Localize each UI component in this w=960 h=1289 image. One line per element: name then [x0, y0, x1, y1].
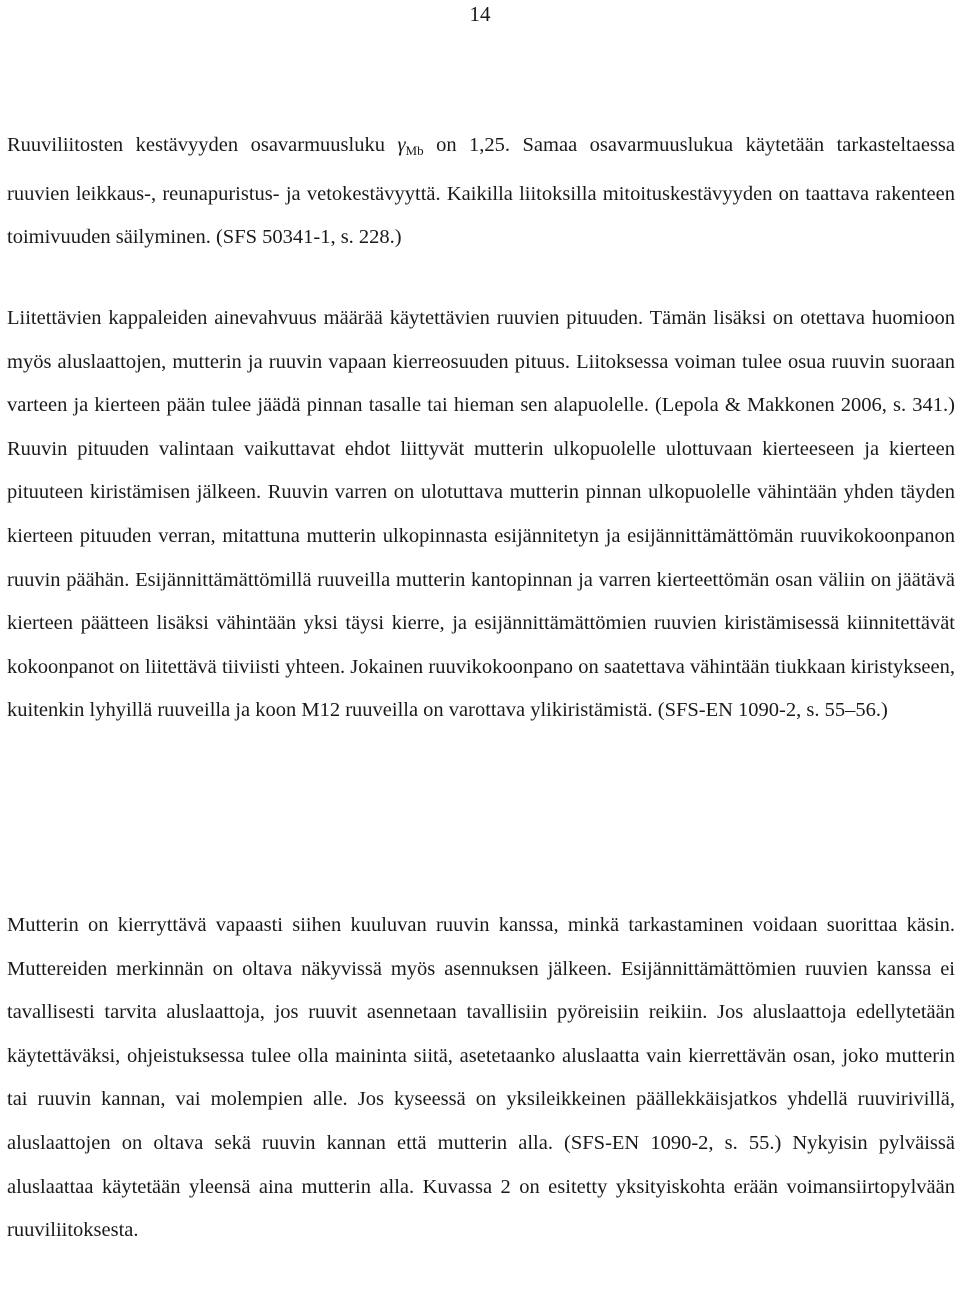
paragraph-text-end: on 1,25. Samaa osavarmuuslukua käytetään tarkasteltaessa ruuvien leikkaus-, reunapuristus- ja vetokestävyyttä. Kaikilla liitoksilla mitoituskestävyyden on taattava rakenteen toimivuuden säilyminen. (SFS 50341-1, s. 228.)	[7, 134, 955, 249]
paragraph-text-start: Ruuviliitosten kestävyyden osavarmuusluku	[7, 134, 398, 156]
page-number: 14	[469, 2, 491, 26]
gamma-subscript: Mb	[405, 143, 424, 158]
paragraph-safety-factor	[7, 124, 955, 260]
paragraph-nut-washers: Mutterin on kierryttävä vapaasti siihen kuuluvan ruuvin kanssa, minkä tarkastaminen voidaan suorittaa käsin. Muttereiden merkinnän on oltava näkyvissä myös asennuksen jälkeen. Esijännittämättömien ruuvien kanssa ei tavallisesti tarvita aluslaattoja, jos ruuvit asennetaan tavallisiin pyöreisiin reikiin. Jos aluslaattoja edellytetään käytettäväksi, ohjeistuksessa tulee olla maininta siitä, asetetaanko aluslaatta vain kierrettävän osan, joko mutterin tai ruuvin kannan, vai molempien alle. Jos kyseessä on yksileikkeinen päällekkäisjatkos yhdellä ruuvirivillä, aluslaattojen on oltava sekä ruuvin kannan että mutterin alla. (SFS-EN 1090-2, s. 55.) Nykyisin pylväissä aluslaattaa käytetään yleensä aina mutterin alla. Kuvassa 2 on esitetty yksityiskohta erään voimansiirtopylvään ruuviliitoksesta.	[7, 914, 955, 1242]
gamma-symbol: γ	[397, 134, 406, 156]
paragraph-bolt-length: Liitettävien kappaleiden ainevahvuus määrää käytettävien ruuvien pituuden. Tämän lisäksi on otettava huomioon myös aluslaattojen, mutterin ja ruuvin vapaan kierreosuuden pituus. Liitoksessa voiman tulee osua ruuvin suoraan varteen ja kierteen pään tulee jäädä pinnan tasalle tai hieman sen alapuolelle. (Lepola & Makkonen 2006, s. 341.) Ruuvin pituuden valintaan vaikuttavat ehdot liittyvät mutterin ulkopuolelle ulottuvaan kierteeseen ja kierteen pituuteen kiristämisen jälkeen. Ruuvin varren on ulotuttava mutterin pinnan ulkopuolelle vähintään yhden täyden kierteen pituuden verran, mitattuna mutterin ulkopinnasta esijännitetyn ja esijännittämättömän ruuvikokoonpanon ruuvin päähän. Esijännittämättömillä ruuveilla mutterin kantopinnan ja varren kierteettömän osan väliin on jäätävä kierteen päätteen lisäksi vähintään yksi täysi kierre, ja esijännittämättömien ruuvien kiristämisessä kiinnitettävät kokoonpanot on liitettävä tiiviisti yhteen. Jokainen ruuvikokoonpano on saatettava vähintään tiukkaan kiristykseen, kuitenkin lyhyillä ruuveilla ja koon M12 ruuveilla on varottava ylikiristämistä. (SFS-EN 1090-2, s. 55–56.)	[7, 307, 955, 722]
